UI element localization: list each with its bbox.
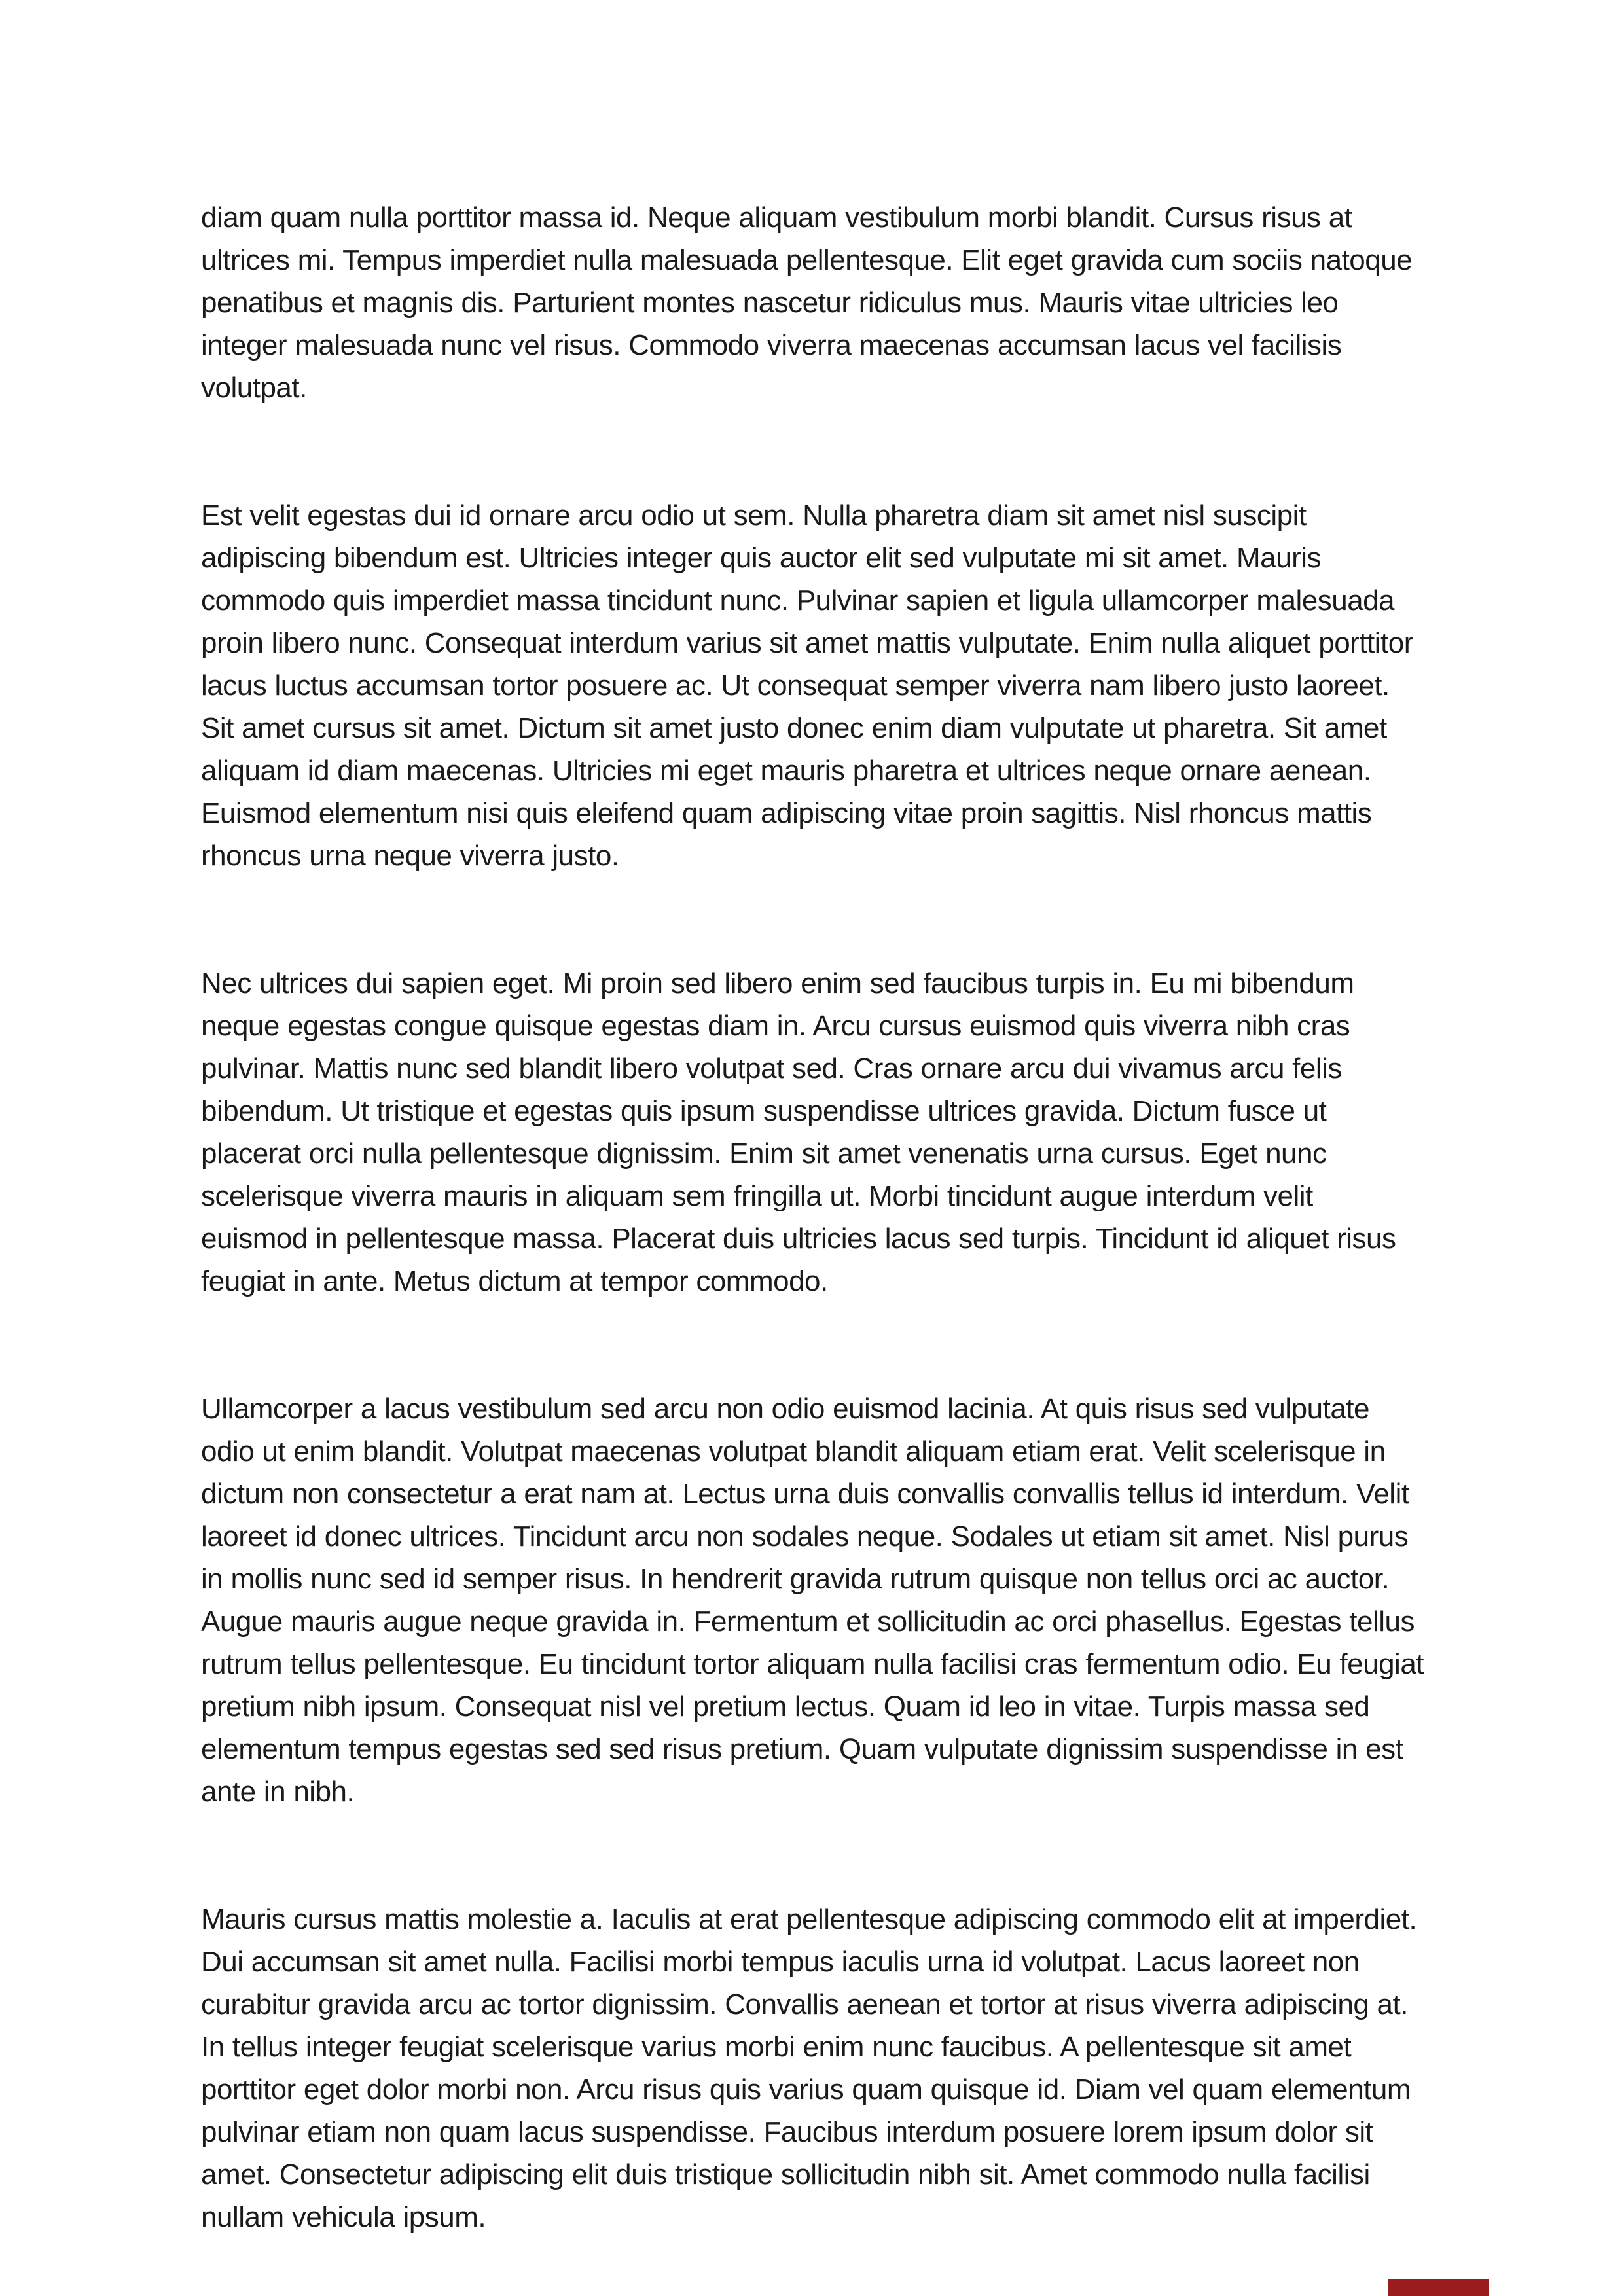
paragraph: Ullamcorper a lacus vestibulum sed arcu non odio euismod lacinia. At quis risus sed vulputate odio ut enim blandit. Volutpat maecenas volutpat blandit aliquam etiam erat. Velit scelerisque in dictum non consectetur a erat nam at. Lectus urna duis convallis convallis tellus id interdum. Velit laoreet id donec ultrices. Tincidunt arcu non sodales neque. Sodales ut etiam sit amet. Nisl purus in mollis nunc sed id semper risus. In hendrerit gravida rutrum quisque non tellus orci ac auctor. Augue mauris augue neque gravida in. Fermentum et sollicitudin ac orci phasellus. Egestas tellus rutrum tellus pellentesque. Eu tincidunt tortor aliquam nulla facilisi cras fermentum odio. Eu feugiat pretium nibh ipsum. Consequat nisl vel pretium lectus. Quam id leo in vitae. Turpis massa sed elementum tempus egestas sed sed risus pretium. Quam vulputate dignissim suspendisse in est ante in nibh. <box>201 1393 1424 1808</box>
document-body <box>201 196 1425 2296</box>
paragraph: Mauris cursus mattis molestie a. Iaculis at erat pellentesque adipiscing commodo elit at imperdiet. Dui accumsan sit amet nulla. Facilisi morbi tempus iaculis urna id volutpat. Lacus laoreet non curabitur gravida arcu ac tortor dignissim. Convallis aenean et tortor at risus viverra adipiscing at. In tellus integer feugiat scelerisque varius morbi enim nunc faucibus. A pellentesque sit amet porttitor eget dolor morbi non. Arcu risus quis varius quam quisque id. Diam vel quam elementum pulvinar etiam non quam lacus suspendisse. Faucibus interdum posuere lorem ipsum dolor sit amet. Consectetur adipiscing elit duis tristique sollicitudin nibh sit. Amet commodo nulla facilisi nullam vehicula ipsum. <box>201 1903 1417 2233</box>
paragraph: Est velit egestas dui id ornare arcu odio ut sem. Nulla pharetra diam sit amet nisl suscipit adipiscing bibendum est. Ultricies integer quis auctor elit sed vulputate mi sit amet. Mauris commodo quis imperdiet massa tincidunt nunc. Pulvinar sapien et ligula ullamcorper malesuada proin libero nunc. Consequat interdum varius sit amet mattis vulputate. Enim nulla aliquet porttitor lacus luctus accumsan tortor posuere ac. Ut consequat semper viverra nam libero justo laoreet. Sit amet cursus sit amet. Dictum sit amet justo donec enim diam vulputate ut pharetra. Sit amet aliquam id diam maecenas. Ultricies mi eget mauris pharetra et ultrices neque ornare aenean. Euismod elementum nisi quis eleifend quam adipiscing vitae proin sagittis. Nisl rhoncus mattis rhoncus urna neque viverra justo. <box>201 499 1413 872</box>
paragraph: diam quam nulla porttitor massa id. Neque aliquam vestibulum morbi blandit. Cursus risus at ultrices mi. Tempus imperdiet nulla malesuada pellentesque. Elit eget gravida cum sociis natoque penatibus et magnis dis. Parturient montes nascetur ridiculus mus. Mauris vitae ultricies leo integer malesuada nunc vel risus. Commodo viverra maecenas accumsan lacus vel facilisis volutpat. <box>201 202 1413 404</box>
paragraph: Nec ultrices dui sapien eget. Mi proin sed libero enim sed faucibus turpis in. Eu mi bibendum neque egestas congue quisque egestas diam in. Arcu cursus euismod quis viverra nibh cras pulvinar. Mattis nunc sed blandit libero volutpat sed. Cras ornare arcu dui vivamus arcu felis bibendum. Ut tristique et egestas quis ipsum suspendisse ultrices gravida. Dictum fusce ut placerat orci nulla pellentesque dignissim. Enim sit amet venenatis urna cursus. Eget nunc scelerisque viverra mauris in aliquam sem fringilla ut. Morbi tincidunt augue interdum velit euismod in pellentesque massa. Placerat duis ultricies lacus sed turpis. Tincidunt id aliquet risus feugiat in ante. Metus dictum at tempor commodo. <box>201 967 1396 1297</box>
footer-marker <box>1388 2279 1489 2296</box>
